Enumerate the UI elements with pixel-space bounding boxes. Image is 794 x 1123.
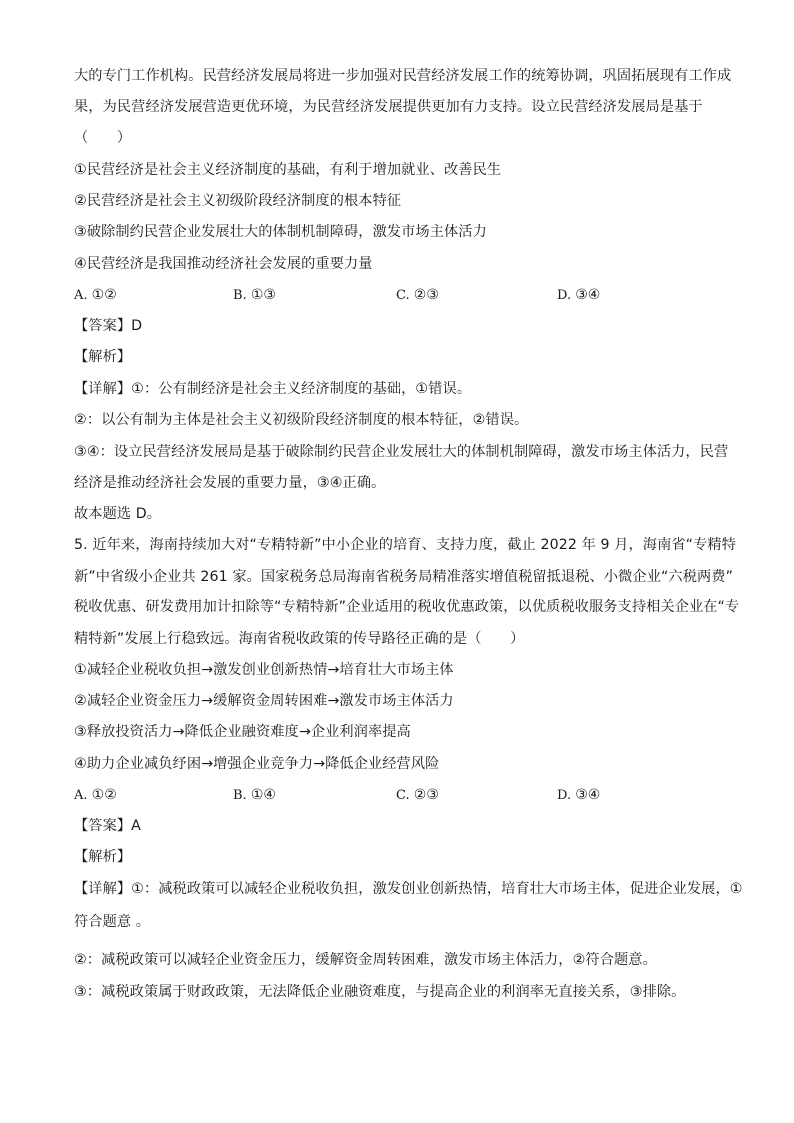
q4-option-b: B. ①③ xyxy=(233,287,276,303)
q5-stem-line: 税收优惠、研发费用加计扣除等“专精特新”企业适用的税收优惠政策，以优质税收服务支持相关企业在“专 xyxy=(74,599,740,615)
q5-explanation-line: ②：减税政策可以减轻企业资金压力，缓解资金周转困难，激发市场主体活力，②符合题意。 xyxy=(74,952,657,968)
q4-option-d: D. ③④ xyxy=(557,287,601,303)
q4-option-a: A. ①② xyxy=(74,287,117,303)
q4-statement-4: ④民营经济是我国推动经济社会发展的重要力量 xyxy=(74,256,373,272)
q5-stem-line: 新”中省级小企业共 261 家。国家税务总局海南省税务局精准落实增值税留抵退税、小微企业“六税两费” xyxy=(74,569,734,585)
q5-statement-1: ①减轻企业税收负担→激发创业创新热情→培育壮大市场主体 xyxy=(74,662,454,678)
q5-option-c: C. ②③ xyxy=(396,787,439,803)
q5-stem-line: 5. 近年来，海南持续加大对“专精特新”中小企业的培育、支持力度，截止 2022 年 9 月，海南省“专精特 xyxy=(74,537,736,553)
q5-answer: 【答案】A xyxy=(74,818,141,834)
q4-option-c: C. ②③ xyxy=(396,287,439,303)
q4-explanation-line: ②：以公有制为主体是社会主义初级阶段经济制度的根本特征，②错误。 xyxy=(74,412,529,428)
q4-statement-1: ①民营经济是社会主义经济制度的基础，有利于增加就业、改善民生 xyxy=(74,162,502,178)
q5-statement-4: ④助力企业减负纾困→增强企业竞争力→降低企业经营风险 xyxy=(74,756,440,772)
q4-statement-3: ③破除制约民营企业发展壮大的体制机制障碍，激发市场主体活力 xyxy=(74,224,487,240)
q4-statement-2: ②民营经济是社会主义初级阶段经济制度的根本特征 xyxy=(74,193,402,209)
q4-analysis-heading: 【解析】 xyxy=(74,349,132,365)
q5-analysis-heading: 【解析】 xyxy=(74,849,132,865)
q4-explanation-line: 【详解】①：公有制经济是社会主义经济制度的基础，①错误。 xyxy=(74,381,472,397)
q5-option-a: A. ①② xyxy=(74,787,117,803)
q5-explanation-line: 符合题意 。 xyxy=(74,914,151,930)
q5-explanation-line: 【详解】①：减税政策可以减轻企业税收负担，激发创业创新热情，培育壮大市场主体，促进企业发展，① xyxy=(74,881,743,897)
q4-explanation-line: ③④：设立民营经济发展局是基于破除制约民营企业发展壮大的体制机制障碍，激发市场主体活力，民营 xyxy=(74,444,729,460)
q5-option-b: B. ①④ xyxy=(233,787,276,803)
q5-statement-3: ③释放投资活力→降低企业融资难度→企业利润率提高 xyxy=(74,724,411,740)
q4-stem-line: 大的专门工作机构。民营经济发展局将进一步加强对民营经济发展工作的统筹协调，巩固拓展现有工作成 xyxy=(74,68,732,84)
q4-stem-line: 果，为民营经济发展营造更优环境，为民营经济发展提供更加有力支持。设立民营经济发展局是基于 xyxy=(74,99,703,115)
q4-answer: 【答案】D xyxy=(74,318,143,334)
q5-option-d: D. ③④ xyxy=(557,787,601,803)
q5-statement-2: ②减轻企业资金压力→缓解资金周转困难→激发市场主体活力 xyxy=(74,693,454,709)
q4-explanation-line: 经济是推动经济社会发展的重要力量，③④正确。 xyxy=(74,475,386,491)
q4-conclusion: 故本题选 D。 xyxy=(74,506,162,522)
q5-explanation-line: ③：减税政策属于财政政策，无法降低企业融资难度，与提高企业的利润率无直接关系，③排除。 xyxy=(74,984,686,1000)
q4-answer-blank: （ ） xyxy=(74,130,132,146)
q5-stem-line: 精特新”发展上行稳致远。海南省税收政策的传导路径正确的是（ ） xyxy=(74,631,525,647)
